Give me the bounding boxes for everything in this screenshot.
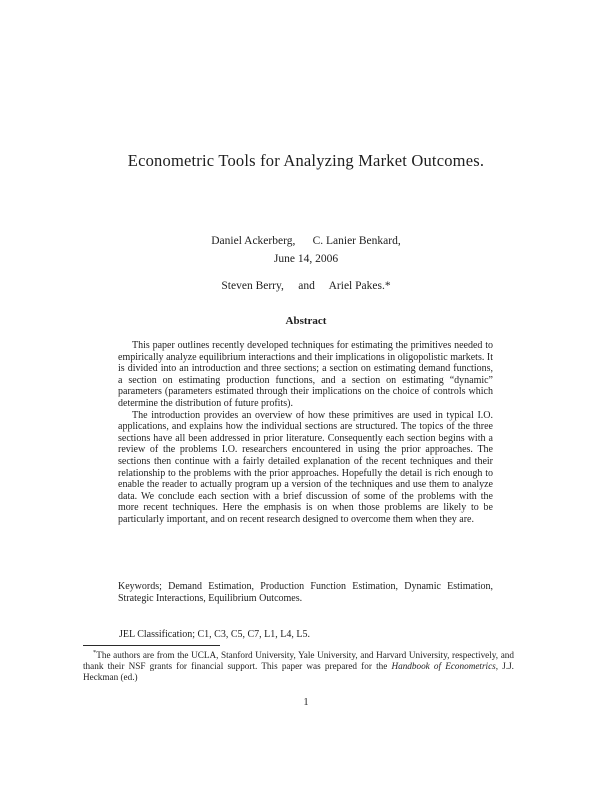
abstract-body xyxy=(118,340,493,526)
abstract-paragraph-1: This paper outlines recently developed techniques for estimating the primitives needed to empirically analyze equilibrium interactions and their implications in oligopolistic markets. It is divided into an introduction and three sections; a section on estimating demand functions, a section on estimating production functions, and a section on estimating “dynamic” parameters (parameters estimated through their implications on the choice of controls which determine the distribution of future profits). xyxy=(118,340,493,409)
jel-classification-line: JEL Classification; C1, C3, C5, C7, L1, L4, L5. xyxy=(119,629,311,640)
footnote-rule xyxy=(83,645,220,646)
authors-line-2: Steven Berry, and Ariel Pakes.* xyxy=(221,280,391,292)
footnote-italic-title: Handbook of Econometrics xyxy=(391,660,496,671)
footnote-text-before: The authors are from the UCLA, Stanford University, Yale University, and Harvard University, respectively, and thank their NSF grants for financial support. This paper was prepared for the xyxy=(83,650,514,671)
footnote xyxy=(83,650,514,683)
abstract-paragraph-2: The introduction provides an overview of how these primitives are used in typical I.O. applications, and explains how the individual sections are structured. The topics of the three sections have all been addressed in prior literature. Consequently each section begins with a review of the problems I.O. researchers encountered in using the prior approaches. The sections then continue with a fairly detailed explanation of the recent techniques and their relationship to the problems with the prior approaches. Hopefully the detail is rich enough to enable the reader to actually program up a version of the techniques and use them to analyze data. We conclude each section with a brief discussion of some of the problems with the more recent techniques. Here the emphasis is on when those problems are likely to be particularly important, and on recent research designed to overcome them when they are. xyxy=(118,409,493,525)
paper-title: Econometric Tools for Analyzing Market Outcomes. xyxy=(127,151,485,170)
authors-line-1: Daniel Ackerberg, C. Lanier Benkard, xyxy=(211,235,401,247)
keywords-line: Keywords; Demand Estimation, Production Function Estimation, Dynamic Estimation, Strategic Interactions, Equilibrium Outcomes. xyxy=(118,581,493,604)
abstract-heading: Abstract xyxy=(285,315,327,327)
footnote-text-after: , J.J. Heckman (ed.) xyxy=(83,660,514,682)
page-number: 1 xyxy=(303,697,309,708)
footnote-marker: * xyxy=(93,648,97,656)
paper-date: June 14, 2006 xyxy=(273,253,339,265)
